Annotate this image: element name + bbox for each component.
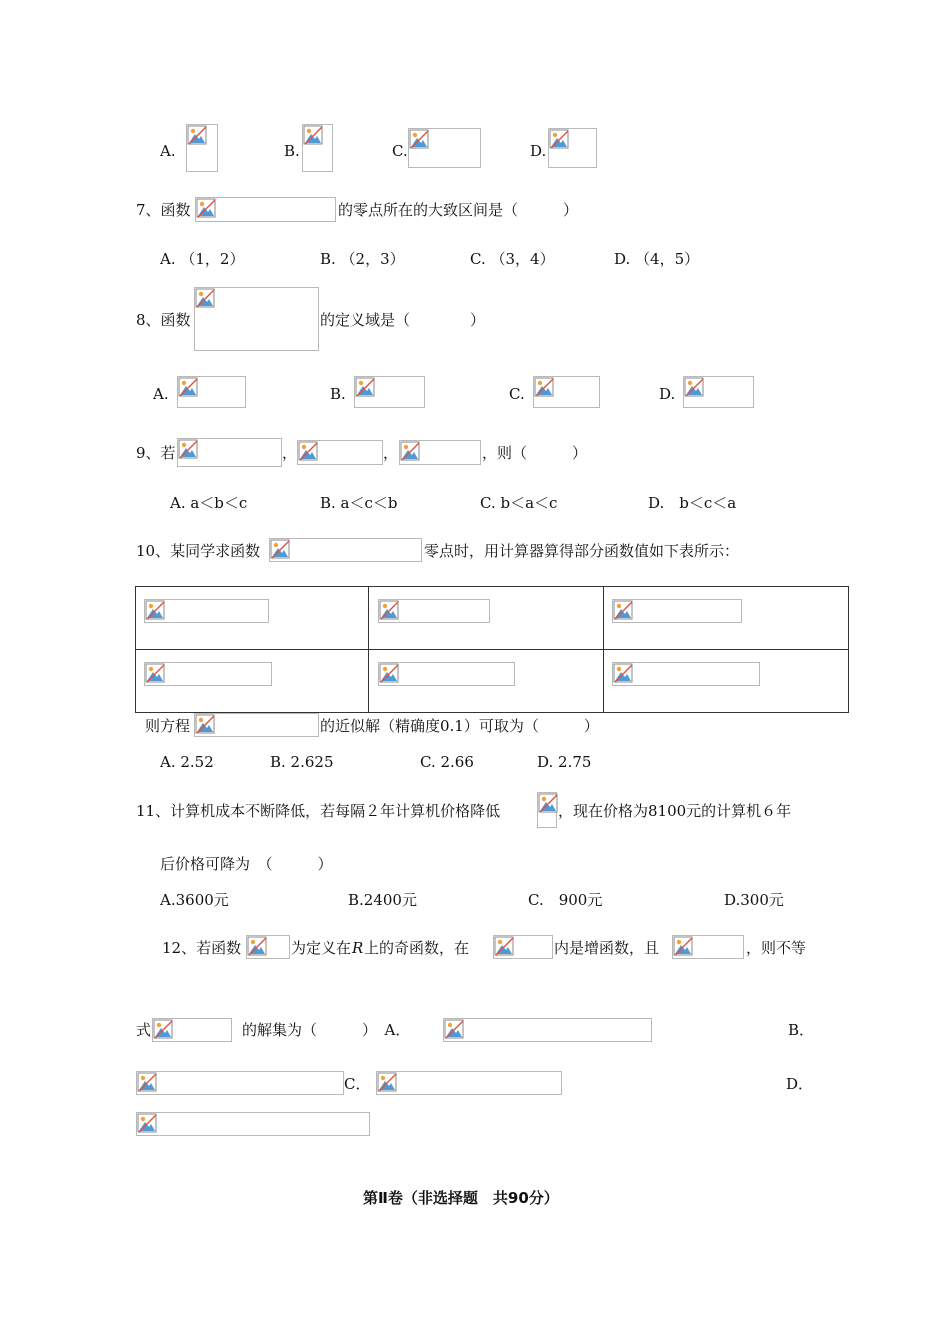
q12-option-b-image bbox=[136, 1071, 344, 1095]
q8-option-b-image bbox=[354, 376, 425, 408]
q6-option-d-image bbox=[548, 128, 597, 168]
q11-line-1b: ，现在价格为8100元的计算机６年 bbox=[558, 802, 792, 820]
q12-number: 12、若函数 bbox=[162, 939, 242, 957]
q12-text-1: 为定义在 bbox=[291, 939, 352, 957]
q12-text-4: ，则不等 bbox=[746, 939, 807, 957]
q10-option-c: C. 2.66 bbox=[420, 753, 474, 771]
q9-option-d: D. b＜c＜a bbox=[648, 494, 737, 512]
q6-option-c-label: C. bbox=[392, 142, 408, 160]
q10-option-b: B. 2.625 bbox=[270, 753, 334, 771]
q11-option-d: D.300元 bbox=[724, 891, 784, 909]
q9-b-image bbox=[297, 440, 383, 465]
q10-option-a: A. 2.52 bbox=[160, 753, 214, 771]
q8-option-d-image bbox=[683, 376, 754, 408]
q7-function-image bbox=[195, 197, 336, 222]
q6-option-b-image bbox=[302, 124, 333, 172]
q9-comma-2: ， bbox=[383, 444, 399, 462]
q12-function-image bbox=[246, 935, 290, 959]
q7-number: 7、函数 bbox=[136, 201, 191, 219]
q12-option-b-label: B． bbox=[788, 1021, 815, 1039]
q7-stem: 的零点所在的大致区间是（ ） bbox=[338, 201, 579, 219]
q8-option-a-label: A. bbox=[153, 385, 169, 403]
q11-fraction-image bbox=[537, 792, 557, 828]
q12-line2-prefix: 式 bbox=[136, 1021, 152, 1039]
q11-option-b: B.2400元 bbox=[348, 891, 417, 909]
q12-line2-text: 的解集为（ ） A． bbox=[242, 1021, 411, 1039]
q9-option-c: C. b＜a＜c bbox=[480, 494, 558, 512]
q8-option-c-image bbox=[533, 376, 600, 408]
q12-interval-image bbox=[493, 935, 553, 959]
q6-option-a-image bbox=[186, 124, 218, 172]
q9-comma-1: ， bbox=[282, 444, 298, 462]
q11-option-a: A.3600元 bbox=[160, 891, 229, 909]
q7-option-a: A. （1，2） bbox=[160, 250, 245, 268]
table-cell-image bbox=[378, 599, 490, 623]
q9-option-a: A. a＜b＜c bbox=[170, 494, 248, 512]
q9-c-image bbox=[399, 440, 481, 465]
q6-option-c-image bbox=[408, 128, 481, 168]
q12-option-d-image bbox=[136, 1112, 370, 1136]
q10-function-image bbox=[269, 538, 422, 562]
table-cell-image bbox=[612, 662, 760, 686]
q12-condition-image-2 bbox=[714, 935, 736, 959]
q12-option-c-label: C． bbox=[344, 1075, 371, 1093]
q8-option-b-label: B. bbox=[330, 385, 346, 403]
section-heading: 第Ⅱ卷（非选择题 共90分） bbox=[363, 1189, 559, 1207]
q8-number: 8、函数 bbox=[136, 311, 191, 329]
q12-option-a-image bbox=[443, 1018, 652, 1042]
q9-option-b: B. a＜c＜b bbox=[320, 494, 398, 512]
q11-line-1: 11、计算机成本不断降低，若每隔２年计算机价格降低 bbox=[136, 802, 501, 820]
q6-option-b-label: B. bbox=[284, 142, 300, 160]
q6-option-d-label: D. bbox=[530, 142, 547, 160]
q9-a-image bbox=[177, 438, 282, 467]
q10-equation-image bbox=[194, 713, 319, 737]
q7-option-d: D. （4，5） bbox=[614, 250, 700, 268]
q8-option-a-image bbox=[177, 376, 246, 408]
q10-stem: 零点时，用计算器算得部分函数值如下表所示： bbox=[424, 542, 740, 560]
table-cell-image bbox=[144, 662, 272, 686]
q9-number: 9、若 bbox=[136, 444, 176, 462]
q9-stem: ，则（ ） bbox=[482, 444, 588, 462]
q7-option-c: C. （3，4） bbox=[470, 250, 555, 268]
q10-number: 10、某同学求函数 bbox=[136, 542, 261, 560]
q8-option-d-label: D. bbox=[659, 385, 676, 403]
q12-set-r: R bbox=[352, 939, 364, 957]
q10-option-d: D. 2.75 bbox=[537, 753, 592, 771]
q12-text-3: 内是增函数，且 bbox=[554, 939, 660, 957]
q12-inequality-image bbox=[152, 1018, 232, 1042]
q12-option-c-image bbox=[376, 1071, 562, 1095]
q12-option-d-label: D． bbox=[786, 1075, 814, 1093]
q8-option-c-label: C. bbox=[509, 385, 525, 403]
q8-stem: 的定义域是（ ） bbox=[320, 311, 486, 329]
q10-equation-prefix: 则方程 bbox=[145, 717, 191, 735]
q10-equation-suffix: 的近似解（精确度0.1）可取为（ ） bbox=[320, 717, 599, 735]
q12-text-2: 上的奇函数，在 bbox=[364, 939, 470, 957]
table-cell-image bbox=[612, 599, 742, 623]
table-cell-image bbox=[378, 662, 515, 686]
q11-option-c: C. 900元 bbox=[528, 891, 603, 909]
table-cell-image bbox=[144, 599, 269, 623]
q6-option-a-label: A. bbox=[160, 142, 176, 160]
q7-option-b: B. （2，3） bbox=[320, 250, 405, 268]
q11-line-2: 后价格可降为 （ ） bbox=[160, 855, 333, 873]
q8-function-image bbox=[194, 287, 319, 351]
